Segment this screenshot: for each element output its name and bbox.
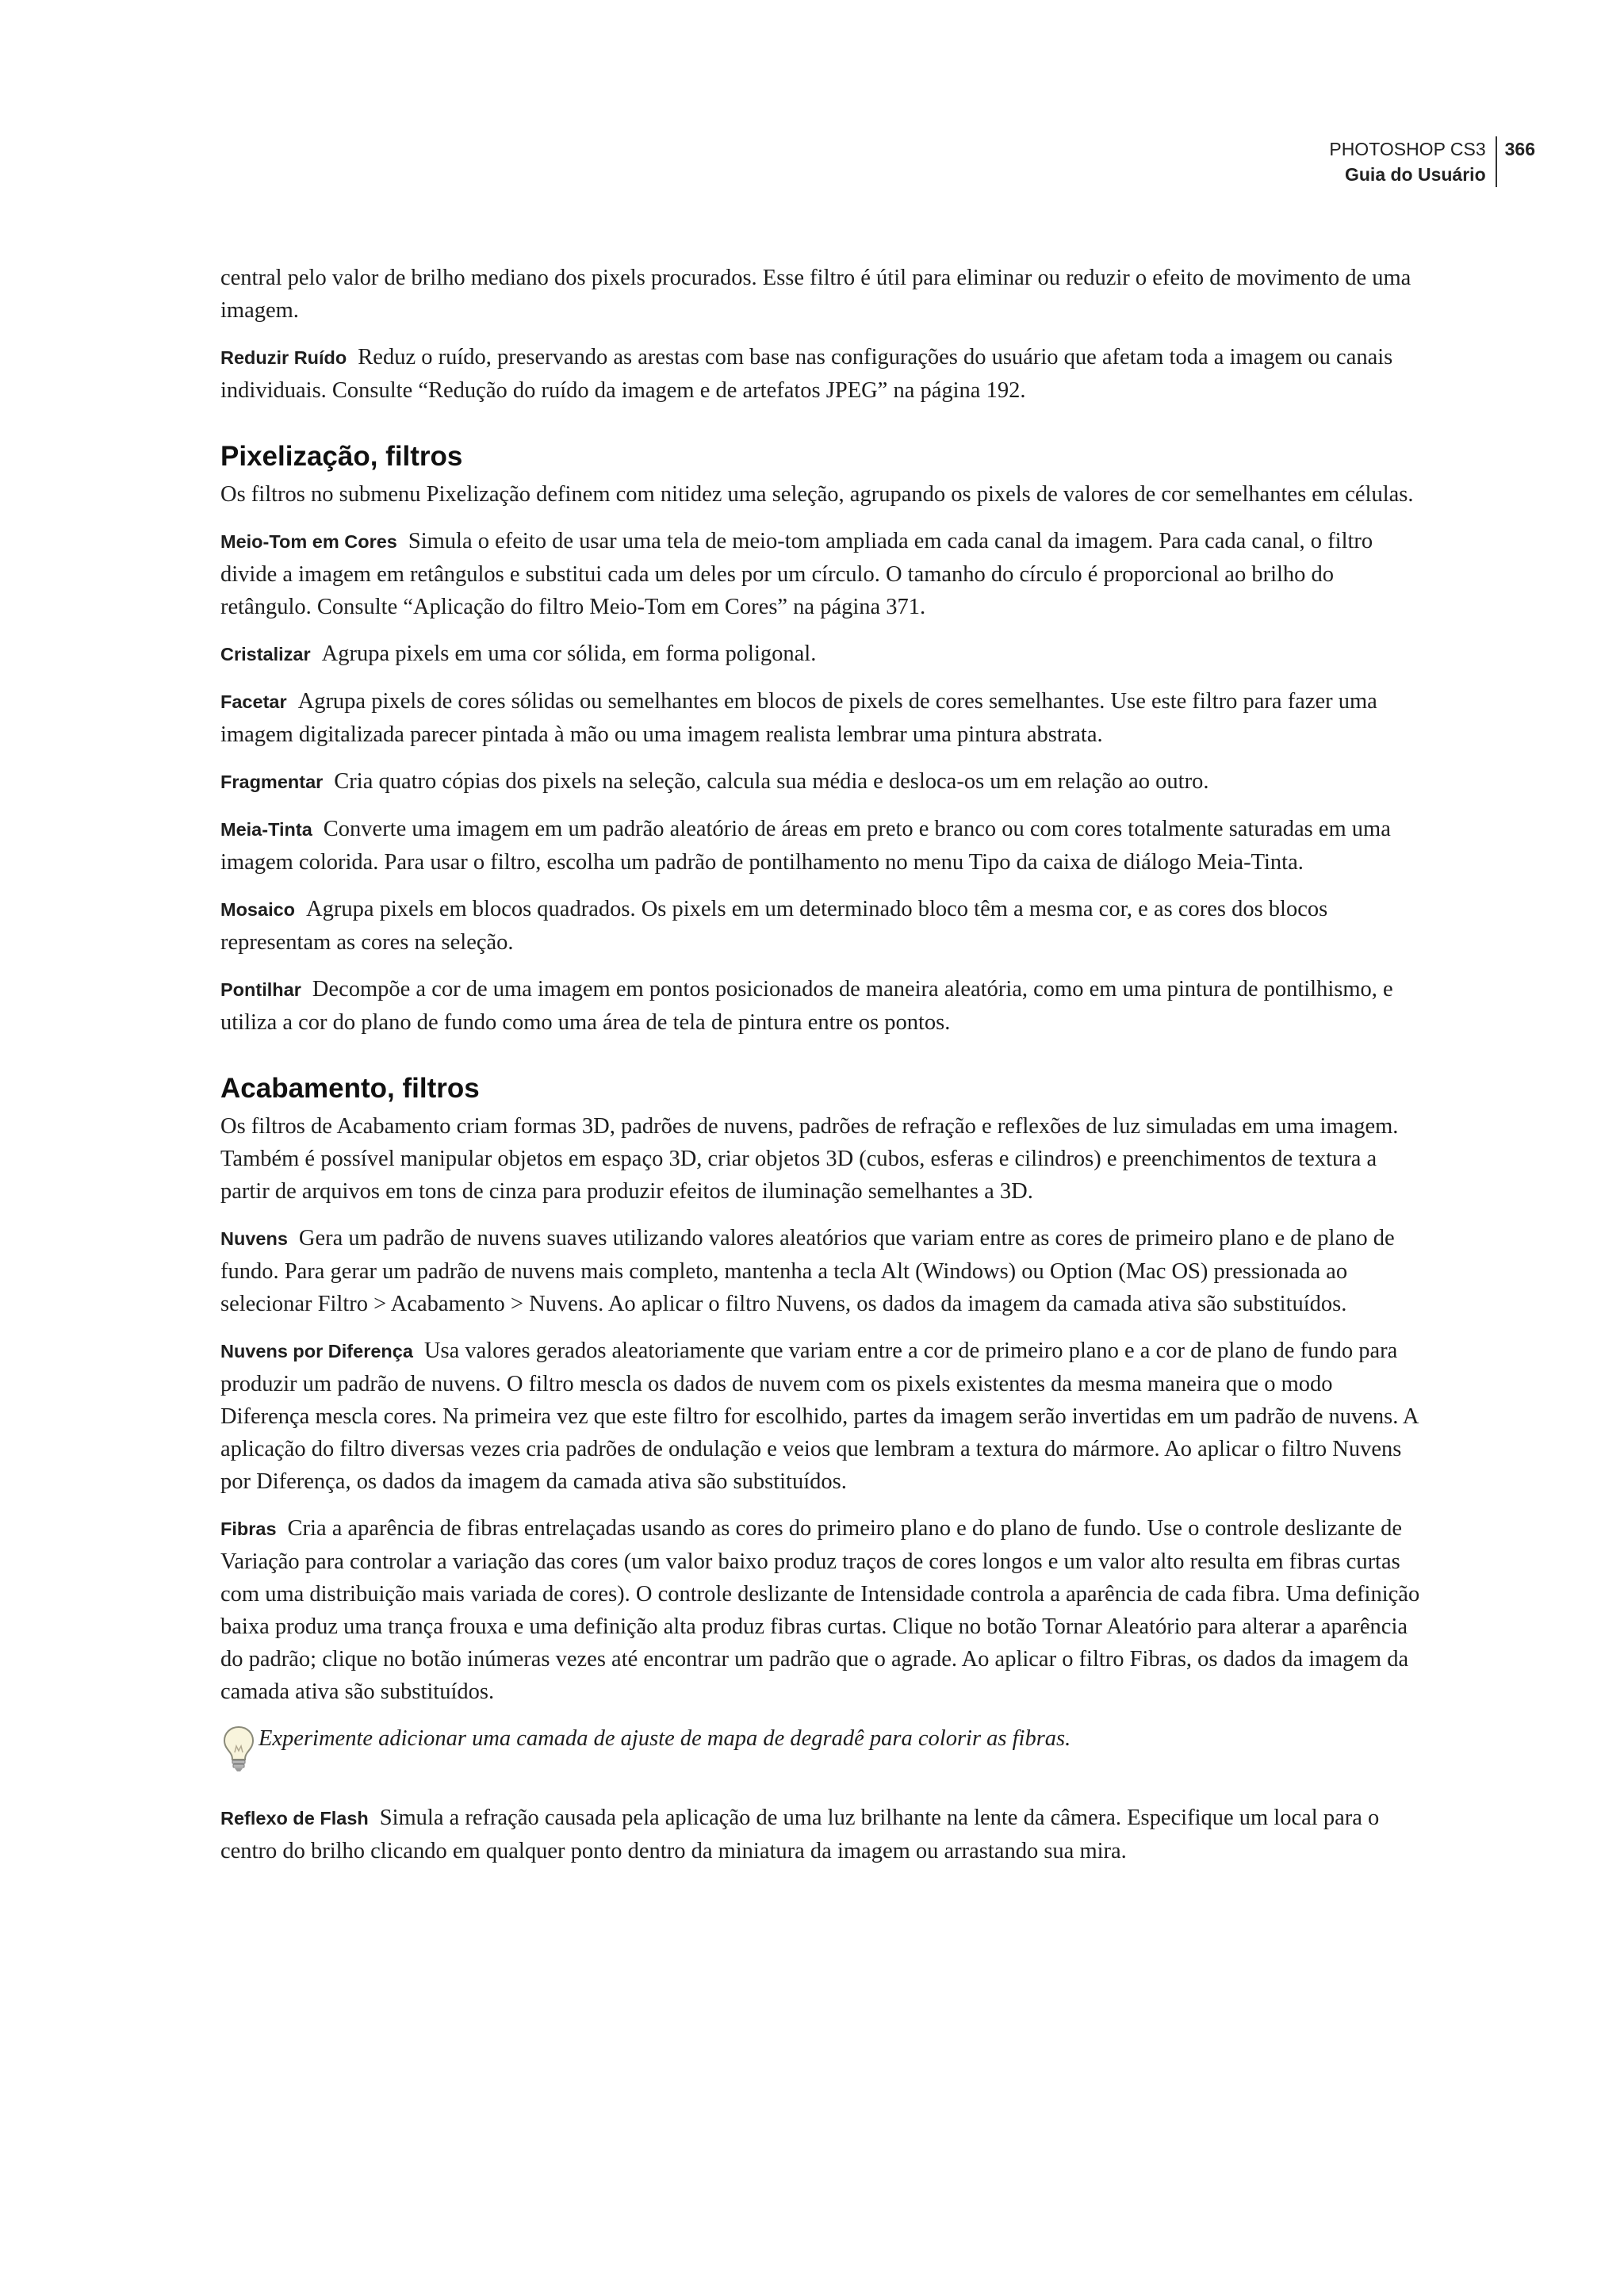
tip-note <box>220 1722 1422 1773</box>
section-heading-pixelizacao: Pixelização, filtros <box>220 441 463 472</box>
definition-reduzir-ruido <box>220 341 1422 407</box>
page-header <box>1329 136 1535 187</box>
definition-text: Agrupa pixels de cores sólidas ou semelhantes em blocos de pixels de cores semelhantes. Use este filtro para fazer uma imagem digitalizada parecer pintada à mão ou uma imagem realista lembrar uma pintura abstrata. <box>220 689 1377 747</box>
tip-text: Experimente adicionar uma camada de ajuste de mapa de degradê para colorir as fibras. <box>259 1726 1071 1751</box>
definition-meio-tom-em-cores <box>220 525 1422 623</box>
definition-text: Gera um padrão de nuvens suaves utilizando valores aleatórios que variam entre as cores de primeiro plano e de plano de fundo. Para gerar um padrão de nuvens mais completo, mantenha a tecla Alt (Windows) ou Option (Mac OS) pressionada ao selecionar Filtro > Acabamento > Nuvens. Ao aplicar o filtro Nuvens, os dados da imagem da camada ativa são substituídos. <box>220 1226 1395 1316</box>
definition-fibras <box>220 1512 1422 1708</box>
lightbulb-icon <box>220 1724 257 1773</box>
definition-term: Fibras <box>220 1518 277 1539</box>
section-intro-acabamento: Os filtros de Acabamento criam formas 3D, padrões de nuvens, padrões de refração e reflexões de luz simuladas em uma imagem. Também é possível manipular objetos em espaço 3D, criar objetos 3D (cubos, esferas e cilindros) e preenchimentos de textura a partir de arquivos em tons de cinza para produzir efeitos de iluminação semelhantes a 3D. <box>220 1114 1399 1204</box>
guide-title: Guia do Usuário <box>1344 164 1486 185</box>
definition-text: Usa valores gerados aleatoriamente que variam entre a cor de primeiro plano e a cor de plano de fundo para produzir um padrão de nuvens. O filtro mescla os dados de nuvem com os pixels existentes da mesma maneira que o modo Diferença mescla cores. Na primeira vez que este filtro for escolhido, partes da imagem serão invertidas em um padrão de nuvens. A aplicação do filtro diversas vezes cria padrões de ondulação e veios que lembram a textura do mármore. Ao aplicar o filtro Nuvens por Diferença, os dados da imagem da camada ativa são substituídos. <box>220 1338 1418 1494</box>
section-heading-acabamento: Acabamento, filtros <box>220 1073 480 1104</box>
definition-text: Converte uma imagem em um padrão aleatório de áreas em preto e branco ou com cores totalmente saturadas em uma imagem colorida. Para usar o filtro, escolha um padrão de pontilhamento no menu Tipo da caixa de diálogo Meia-Tinta. <box>220 817 1391 875</box>
running-header <box>1329 136 1495 187</box>
definition-term: Pontilhar <box>220 979 301 1000</box>
definition-meia-tinta <box>220 813 1422 879</box>
definition-text: Simula o efeito de usar uma tela de meio-tom ampliada em cada canal da imagem. Para cada canal, o filtro divide a imagem em retângulos e substitui cada um deles por um círculo. O tamanho do círculo é proporcional ao brilho do retângulo. Consulte “Aplicação do filtro Meio-Tom em Cores” na página 371. <box>220 529 1373 619</box>
definition-text: Simula a refração causada pela aplicação de uma luz brilhante na lente da câmera. Especifique um local para o centro do brilho clicando em qualquer ponto dentro da miniatura da imagem ou arrastando sua mira. <box>220 1806 1380 1863</box>
page-content <box>220 262 1422 1882</box>
definition-text: Cria a aparência de fibras entrelaçadas usando as cores do primeiro plano e do plano de fundo. Use o controle deslizante de Variação para controlar a variação das cores (um valor baixo produz traços de cores longos e um valor alto resulta em fibras curtas com uma distribuição mais variada de cores). O controle deslizante de Intensidade controla a aparência de cada fibra. Uma definição baixa produz uma trança frouxa e uma definição alta produz fibras curtas. Clique no botão Tornar Aleatório para alterar a aparência do padrão; clique no botão inúmeras vezes até encontrar um padrão que o agrade. Ao aplicar o filtro Fibras, os dados da imagem da camada ativa são substituídos. <box>220 1516 1420 1704</box>
definition-text: Agrupa pixels em blocos quadrados. Os pixels em um determinado bloco têm a mesma cor, e as cores dos blocos representam as cores na seleção. <box>220 897 1328 955</box>
definition-term: Cristalizar <box>220 644 311 664</box>
definition-pontilhar <box>220 973 1422 1039</box>
definition-term: Meia-Tinta <box>220 819 312 840</box>
definition-term: Fragmentar <box>220 772 324 792</box>
definition-term: Nuvens <box>220 1228 288 1249</box>
definition-term: Reduzir Ruído <box>220 347 347 368</box>
continuation-paragraph: central pelo valor de brilho mediano dos pixels procurados. Esse filtro é útil para eliminar ou reduzir o efeito de movimento de uma imagem. <box>220 266 1411 323</box>
definition-nuvens <box>220 1222 1422 1320</box>
definition-cristalizar <box>220 638 1422 671</box>
section-intro-pixelizacao: Os filtros no submenu Pixelização definem com nitidez uma seleção, agrupando os pixels de valores de cor semelhantes em células. <box>220 482 1414 507</box>
definition-text: Decompõe a cor de uma imagem em pontos posicionados de maneira aleatória, como em uma pintura de pontilhismo, e utiliza a cor do plano de fundo como uma área de tela de pintura entre os pontos. <box>220 977 1393 1035</box>
definition-fragmentar <box>220 765 1422 798</box>
definition-mosaico <box>220 893 1422 959</box>
definition-term: Nuvens por Diferença <box>220 1341 413 1361</box>
definition-text: Agrupa pixels em uma cor sólida, em forma poligonal. <box>321 641 817 666</box>
definition-term: Mosaico <box>220 899 296 920</box>
definition-facetar <box>220 685 1422 751</box>
product-name: PHOTOSHOP CS3 <box>1329 139 1486 159</box>
definition-term: Facetar <box>220 691 287 712</box>
definition-term: Reflexo de Flash <box>220 1808 369 1829</box>
definition-nuvens-por-diferenca <box>220 1335 1422 1498</box>
definition-reflexo-de-flash <box>220 1802 1422 1867</box>
definition-text: Reduz o ruído, preservando as arestas com base nas configurações do usuário que afetam toda a imagem ou canais individuais. Consulte “Redução do ruído da imagem e de artefatos JPEG” na página 192. <box>220 345 1393 403</box>
definition-text: Cria quatro cópias dos pixels na seleção, calcula sua média e desloca-os um em relação ao outro. <box>334 769 1209 794</box>
definition-term: Meio-Tom em Cores <box>220 531 397 552</box>
page-number: 366 <box>1504 139 1535 159</box>
